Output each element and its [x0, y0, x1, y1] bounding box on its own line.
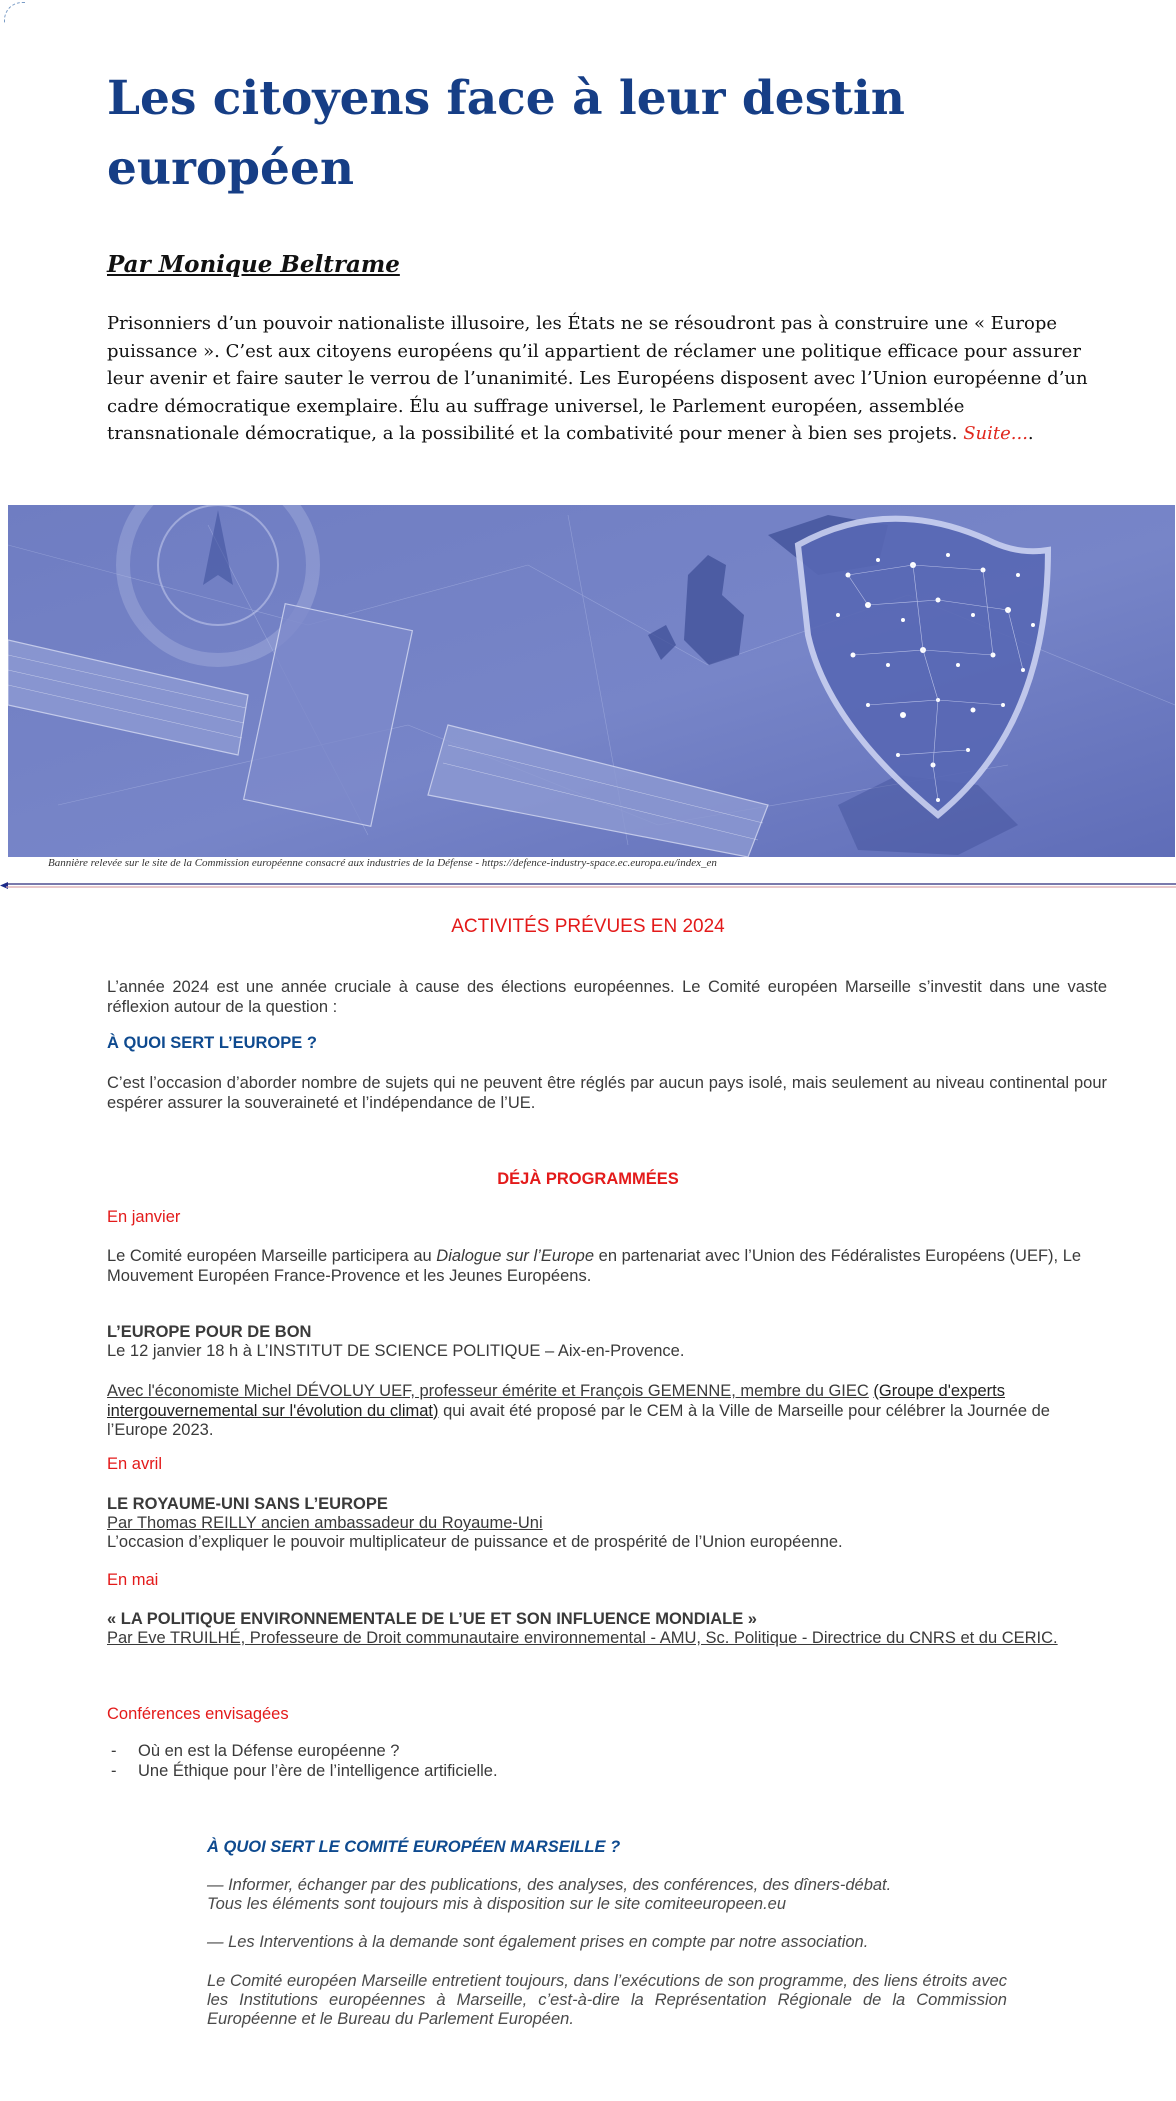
january-event-details: Le 12 janvier 18 h à L’INSTITUT DE SCIENCE POLITIQUE – Aix-en-Provence. — [107, 1342, 685, 1360]
read-more-link[interactable]: Suite... — [963, 423, 1028, 444]
may-speaker-link[interactable]: Par Eve TRUILHÉ, Professeure de Droit communautaire environnemental - AMU, Sc. Politique - Directrice du CNRS et du CERIC. — [107, 1629, 1058, 1647]
defence-banner-image — [8, 505, 1175, 857]
speakers-link[interactable]: Avec l'économiste Michel DÉVOLUY UEF, professeur émérite et François GEMENNE, membre du GIEC — [107, 1382, 869, 1400]
april-speaker-link[interactable]: Par Thomas REILLY ancien ambassadeur du Royaume-Uni — [107, 1514, 543, 1532]
january-event-title: L’EUROPE POUR DE BON — [107, 1323, 312, 1341]
april-event-title: LE ROYAUME-UNI SANS L’EUROPE — [107, 1495, 388, 1513]
activities-intro: L’année 2024 est une année cruciale à cause des élections européennes. Le Comité européen Marseille s’investit dans une vaste réflexion autour de la question : — [107, 978, 1107, 1016]
conferences-heading: Conférences envisagées — [107, 1705, 289, 1723]
giec-link[interactable]: (Groupe d'experts intergouvernemental sur l'évolution du climat) — [107, 1382, 1005, 1420]
intro-text: Prisonniers d’un pouvoir nationaliste illusoire, les États ne se résoudront pas à construire une « Europe puissance ». C’est aux citoyens européens qu’il appartient de réclamer une politique efficace pour assurer leur avenir et faire sauter le verrou de l’unanimité. Les Européens disposent avec l’Union européenne d’un cadre démocratique exemplaire. Élu au suffrage universel, le Parlement européen, assemblée transnationale démocratique, a la possibilité et la combativité pour mener à bien ses projets. — [107, 313, 1088, 444]
programmed-heading: DÉJÀ PROGRAMMÉES — [497, 1170, 679, 1188]
january-text-before: Le Comité européen Marseille participera au — [107, 1247, 432, 1265]
banner-caption: Bannière relevée sur le site de la Commission européenne consacré aux industries de la Défense - https://defence-industry-space.ec.europa.eu/index_en — [48, 857, 717, 869]
intro-paragraph — [107, 310, 1097, 448]
speakers-rest: qui avait été proposé par le CEM à la Ville de Marseille pour célébrer la Journée de l’Europe 2023. — [107, 1401, 1050, 1439]
committee-paragraph-3: Le Comité européen Marseille entretient toujours, dans l’exécutions de son programme, des liens étroits avec les Institutions européennes à Marseille, c’est-à-dire la Représentation Régionale de la Commission Européenne et le Bureau du Parlement Européen. — [207, 1972, 1007, 2028]
corner-decoration — [4, 2, 25, 23]
committee-line-2: Tous les éléments sont toujours mis à disposition sur le site comiteeuropeen.eu — [207, 1895, 787, 1913]
april-description: L’occasion d’expliquer le pouvoir multiplicateur de puissance et de prospérité de l’Union européenne. — [107, 1533, 843, 1551]
question-heading: À QUOI SERT L’EUROPE ? — [107, 1034, 317, 1052]
conferences-list — [107, 1741, 498, 1781]
january-text — [107, 1247, 1107, 1286]
list-item: - Où en est la Défense européenne ? — [107, 1741, 498, 1761]
list-item: - Une Éthique pour l’ère de l’intelligence artificielle. — [107, 1761, 498, 1781]
committee-paragraph-1 — [207, 1876, 1007, 1914]
january-text-after: en partenariat avec l’Union des Fédéralistes Européens (UEF), Le Mouvement Européen France-Provence et les Jeunes Européens. — [107, 1247, 1082, 1285]
dialogue-title: Dialogue sur l’Europe — [436, 1247, 595, 1265]
activities-heading: ACTIVITÉS PRÉVUES EN 2024 — [451, 916, 725, 937]
april-label: En avril — [107, 1455, 163, 1473]
may-label: En mai — [107, 1571, 159, 1589]
may-event-title: « LA POLITIQUE ENVIRONNEMENTALE DE L’UE ET SON INFLUENCE MONDIALE » — [107, 1610, 757, 1628]
section-divider — [0, 882, 1176, 889]
page-title: Les citoyens face à leur destin européen — [107, 71, 905, 196]
january-label: En janvier — [107, 1208, 181, 1226]
january-speakers — [107, 1382, 1107, 1441]
committee-line-1: — Informer, échanger par des publications, des analyses, des conférences, des dîners-débat. — [207, 1876, 892, 1894]
author-byline[interactable]: Par Monique Beltrame — [107, 251, 400, 278]
committee-heading: À QUOI SERT LE COMITÉ EUROPÉEN MARSEILLE ? — [207, 1838, 621, 1856]
activities-context: C’est l’occasion d’aborder nombre de sujets qui ne peuvent être réglés par aucun pays isolé, mais seulement au niveau continental pour espérer assurer la souveraineté et l’indépendance de l’UE. — [107, 1074, 1107, 1112]
intro-end: . — [1027, 423, 1034, 444]
committee-paragraph-2: — Les Interventions à la demande sont également prises en compte par notre association. — [207, 1933, 869, 1951]
